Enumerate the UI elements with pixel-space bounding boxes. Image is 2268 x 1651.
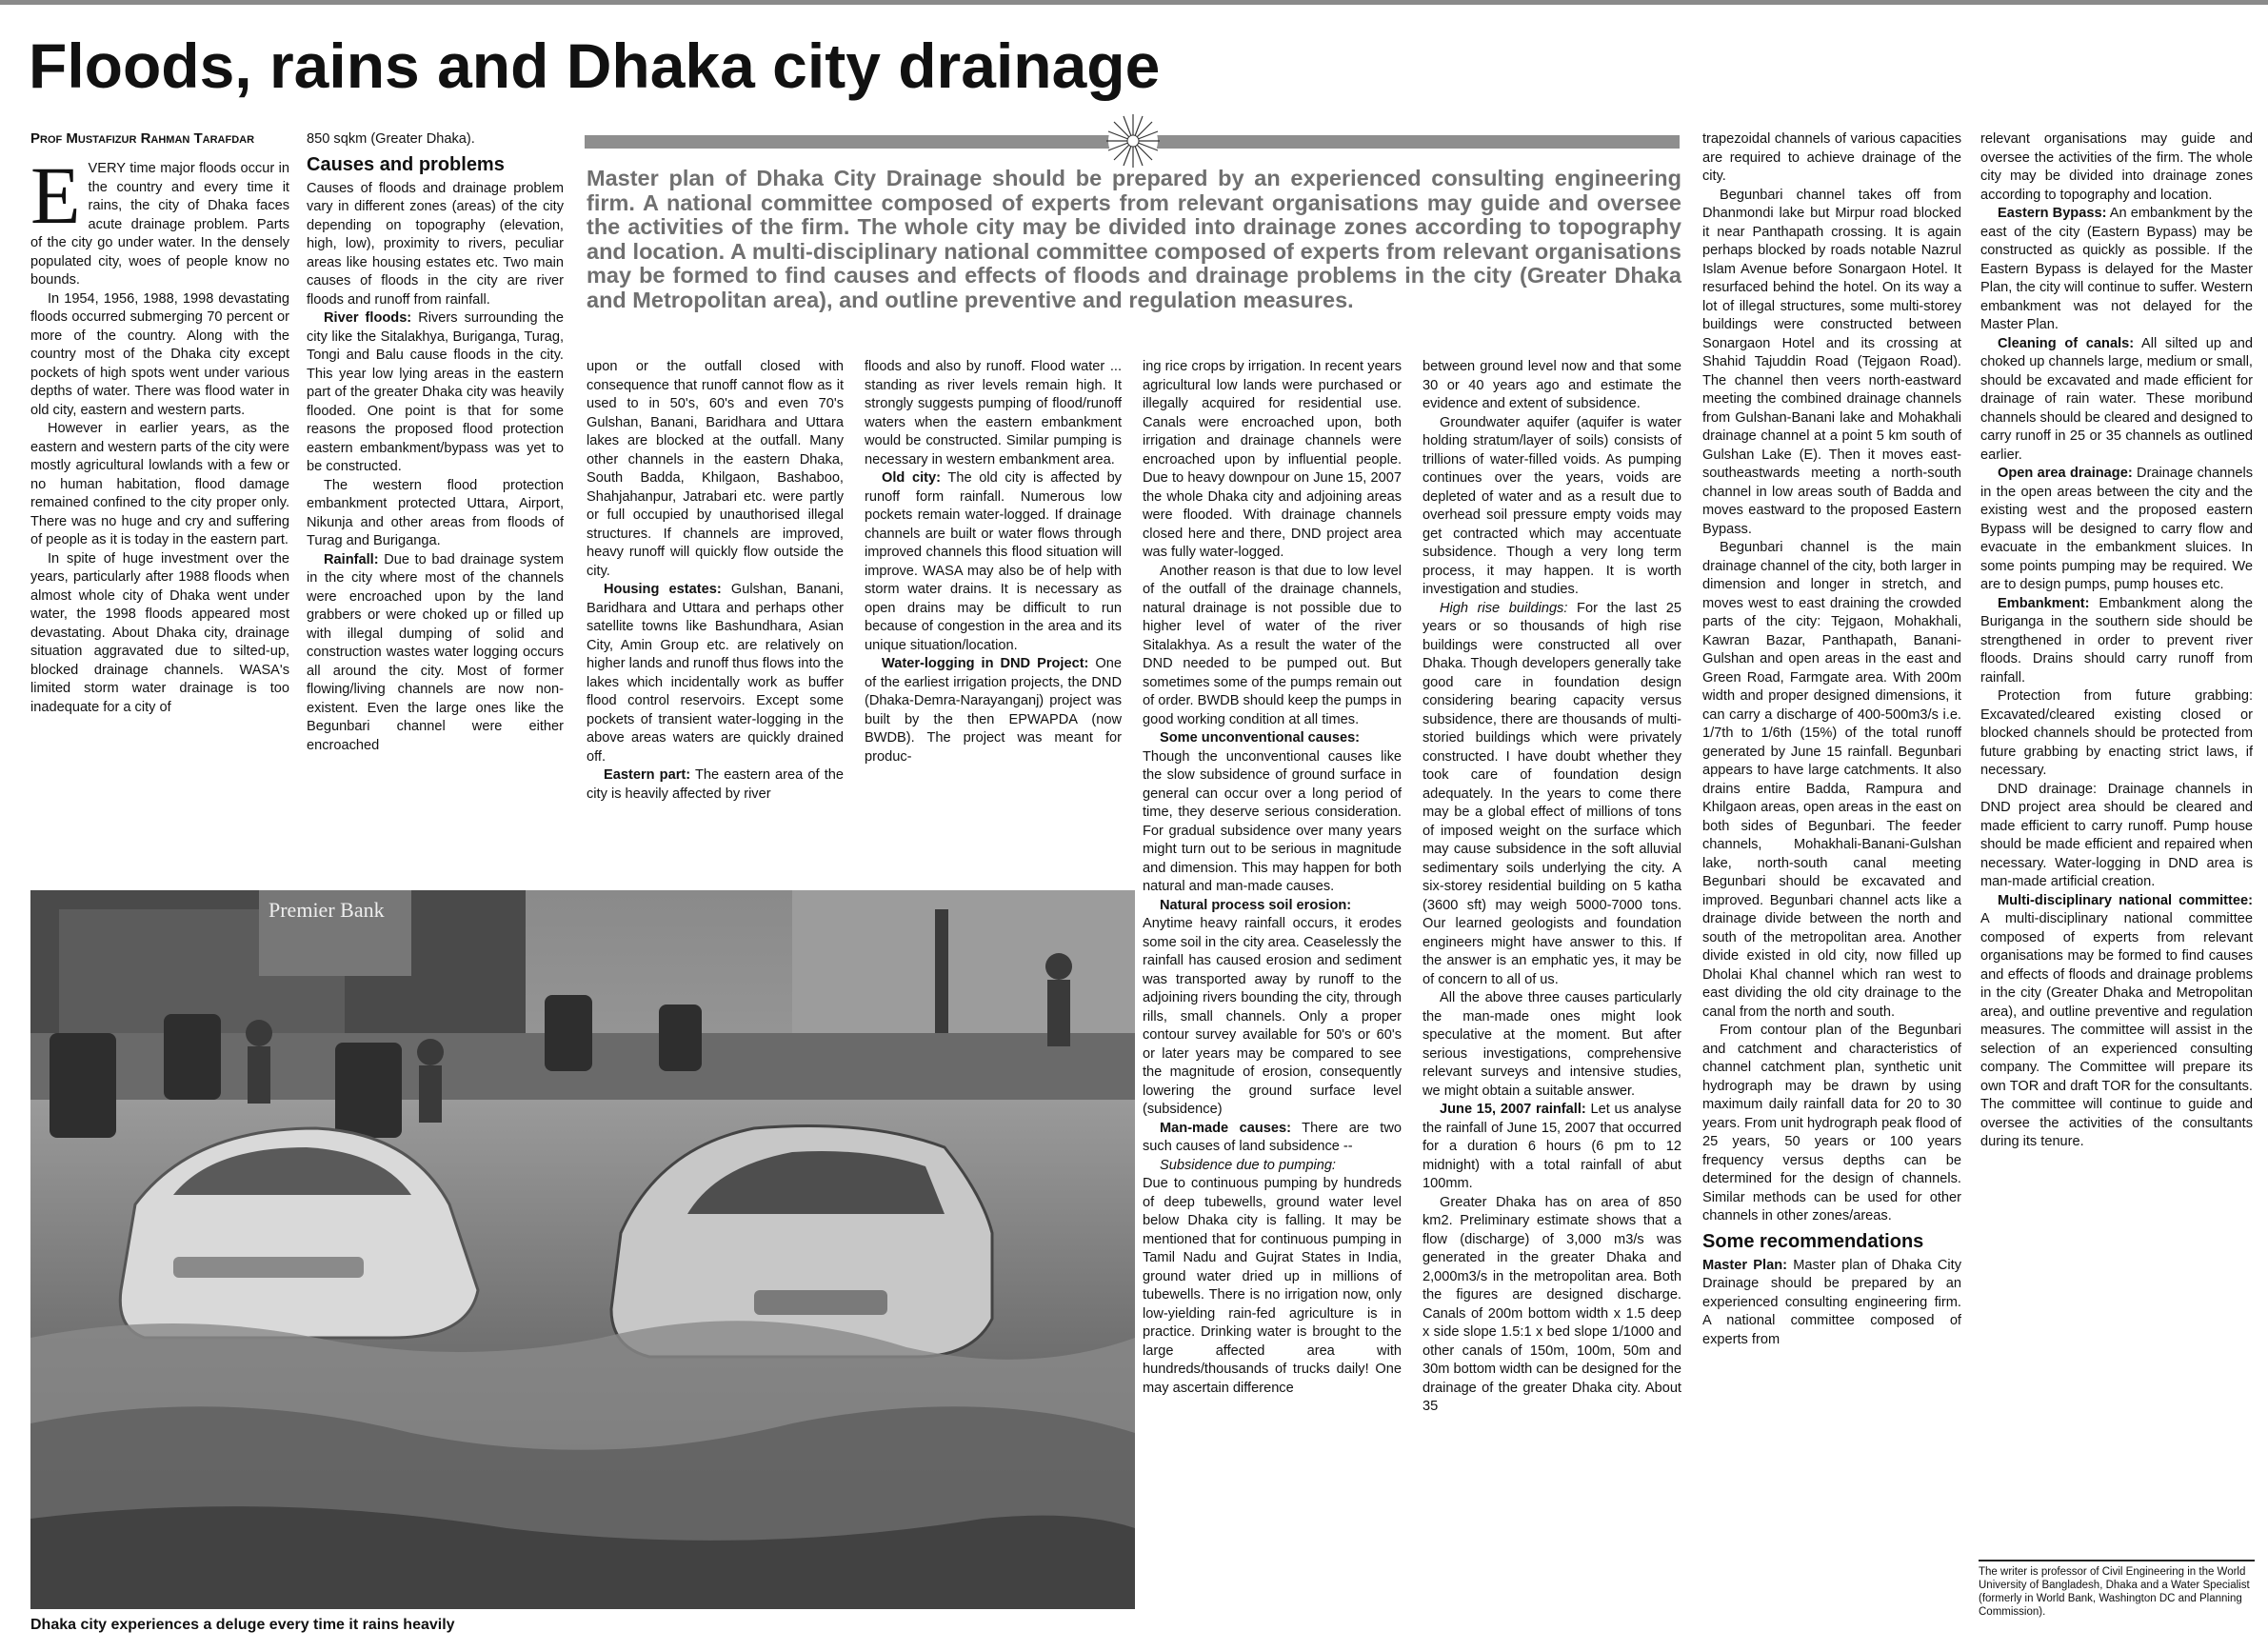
paragraph: [865, 655, 1122, 766]
paragraph: Causes of floods and drainage problem vary in different zones (areas) of the city depending on topography (elevation, high, low), proximity to rivers, peculiar areas like housing estates etc. Two main causes of floods in the city are river floods and runoff from rainfall.: [307, 180, 564, 308]
paragraph: DND drainage: Drainage channels in DND project area should be cleared and made efficient to carry runoff. Pump house should be made efficient and repaired when necessary. Water-logging in DND area is man-made artificial creation.: [1980, 781, 2253, 889]
paragraph: VERY time major floods occur in the country and every time it rains, the city of Dhaka faces acute drainage problem. Parts of the city go under water. In the densely populated city, woes of people know no bounds.: [30, 161, 289, 288]
run-in-label: Open area drainage:: [1998, 466, 2133, 481]
paragraph: Begunbari channel is the main drainage channel of the city, both larger in dimension and longer in stretch, and moves west to east draining the crowded parts of the city: Tejgaon, Mohakhali, Kawran Bazar, Panthapath, Banani-Gulshan and open areas in the east and Green Road, Farmgate area. With 200m width and proper designed dimensions, it can carry a discharge of 400-500m3/s i.e. 1/7th to 1/6th (15%) of the total runoff generated by June 15 rainfall. Begunbari appears to have large catchments. It also drains entire Badda, Rampura and Khilgaon areas, open areas in the east on both sides of Begunbari. The feeder channels, Mohakhali-Banani-Gulshan lake, north-south canal meeting Begunbari should be excavated and improved. Begunbari channel acts like a drainage divide between the north and south of the metropolitan area. Another divide existed in old city, now filled up Dholai Khal channel which ran west to east dividing the old city drainage to the canal from the north and south.: [1702, 540, 1961, 1020]
paragraph: between ground level now and that some 30 or 40 years ago and estimate the evidence and extent of subsidence.: [1422, 359, 1681, 411]
paragraph: Though the unconventional causes like the slow subsidence of ground surface in general can occur over a long period of time, they deserve serious consideration. For gradual subsidence over many years might turn out to be serious in magnitude and dimension. This may happen for both natural and man-made causes.: [1143, 748, 1402, 894]
paragraph-text: Master plan of Dhaka City Drainage should be prepared by an experienced consulting engineering firm. A national committee composed of experts from: [1702, 1257, 1961, 1347]
starburst-icon: [1104, 112, 1162, 169]
run-in-label: Rainfall:: [324, 551, 379, 567]
run-in-label: Old city:: [882, 470, 942, 486]
column-2: [307, 130, 564, 864]
paragraph: Groundwater aquifer (aquifer is water holding stratum/layer of soils) consists of trillions of water-filled voids. As pumping continues over the years, voids are depleted of water and as a result due to overhead soil pressure empty voids may get contracted which may accentuate subsidence. Though a very long term process, it may happen. It is worth investigation and studies.: [1422, 414, 1681, 597]
bank-sign-text: Premier Bank: [269, 898, 385, 922]
paragraph: [307, 551, 564, 756]
paragraph: upon or the outfall closed with consequence that runoff cannot flow as it used to in 50's, 60's and even 70's Gulshan, Banani, Baridhara and Uttara lakes are blocked at the outfall. Many other channels in the eastern Dhaka, South Badda, Khilgaon, Bashaboo, Shahjahanpur, Jatrabari etc. were partly or full occupied by unauthorised illegal structures. If channels are improved, heavy runoff will quickly flow outside the city.: [587, 359, 844, 579]
paragraph: In spite of huge investment over the years, particularly after 1988 floods when almost whole city of Dhaka went under water, the 1998 floods appeared most devastating. About Dhaka city, drainage situation aggravated due to silted-up, blocked drainage channels. WASA's limited storm water drainage is too inadequate for a city of: [30, 550, 289, 715]
paragraph: [865, 469, 1122, 655]
run-in-label: Man-made causes:: [1160, 1120, 1291, 1136]
flood-street-image: [30, 890, 1135, 1609]
paragraph: [587, 581, 844, 766]
column-4: [865, 358, 1122, 872]
author-note: The writer is professor of Civil Engineering in the World University of Bangladesh, Dhaka and a Water Specialist (formerly in World Bank, Washington DC and Planning Commission).: [1979, 1560, 2255, 1619]
paragraph-text: Let us analyse the rainfall of June 15, 2007 that occurred for a duration 6 hours (6 pm to 12 midnight) with a total rainfall of abut 100mm.: [1422, 1102, 1681, 1191]
run-in-label: Water-logging in DND Project:: [882, 656, 1089, 671]
run-in-label: June 15, 2007 rainfall:: [1440, 1102, 1586, 1117]
paragraph: Greater Dhaka has on area of 850 km2. Preliminary estimate shows that a flow (discharge) of 3,000 m3/s was generated in the greater Dhaka and 2,000m3/s in the metropolitan area. Both the figures are designed discharge. Canals of 200m bottom width x 1.5 deep x side slope 1.5:1 x bed slope 1/1000 and other canals of 150m, 100m, 50m and 30m bottom width can be designed for the drainage of the greater Dhaka city. About 35: [1422, 1194, 1681, 1414]
run-in-label: Housing estates:: [604, 582, 722, 597]
paragraph: relevant organisations may guide and oversee the activities of the firm. The whole city may be divided into drainage zones according to topography and location.: [1980, 131, 2253, 203]
run-in-label: High rise buildings:: [1440, 600, 1568, 616]
column-3: [587, 358, 844, 872]
paragraph: [1980, 465, 2253, 595]
paragraph: [1980, 892, 2253, 1152]
column-1: [30, 130, 289, 921]
top-rule: [0, 0, 2268, 5]
drop-cap: E: [30, 149, 81, 241]
paragraph: Due to continuous pumping by hundreds of deep tubewells, ground water level below Dhaka city is falling. It may be mentioned that for continuous pumping in Tamil Nadu and Gujrat States in India, ground water dried up in millions of tubewells. There is no irrigation now, only low-yielding rain-fed agriculture is in practice. Drinking water is brought to the large affected area with hundreds/thousands of trucks daily! One may ascertain difference: [1143, 1176, 1402, 1396]
column-8: [1980, 130, 2253, 1554]
paragraph: All the above three causes particularly the man-made ones might look speculative at the moment. But after serious investigations, comprehensive relevant surveys and intensive studies, we might obtain a suitable answer.: [1422, 990, 1681, 1099]
paragraph-text: The eastern area of the city is heavily affected by river: [587, 767, 844, 802]
paragraph: [307, 309, 564, 477]
subheading: Some unconventional causes:: [1160, 730, 1361, 746]
paragraph-text: Embankment along the Buriganga in the southern side should be strengthened in order to prevent river floods. Drains should carry runoff from rainfall.: [1980, 595, 2253, 686]
column-5: [1143, 358, 1402, 1639]
paragraph: [587, 766, 844, 804]
paragraph-text: An embankment by the east of the city (Eastern Bypass) may be constructed as quickly as possible. If the Eastern Bypass is delayed for the Master Plan, the city will continue to suffer. Western embankment was not delayed for the Master Plan.: [1980, 206, 2253, 332]
paragraph-text: Gulshan, Banani, Baridhara and Uttara and perhaps other satellite towns like Bashundhara, Asian City, Amin Group etc. are relatively on higher lands and runoff thus flows into the lakes which incidentally work as buffer flood control reservoirs. Except some pockets of transient water-logging in the above areas waters are quickly drained off.: [587, 582, 844, 765]
paragraph: [1702, 1257, 1961, 1350]
section-heading: Causes and problems: [307, 153, 505, 175]
paragraph: The western flood protection embankment protected Uttara, Airport, Nikunja and other areas from floods of Turag and Buriganga.: [307, 477, 564, 548]
paragraph: [1422, 600, 1681, 990]
paragraph-text: The old city is affected by runoff form rainfall. Numerous low pockets remain water-logged. If drainage channels are built or water flows through improved channels this flood situation will improve. WASA may also be of help with storm water drains. It is necessary as open drains may be difficult to run because of congestion in the area and its unique situation/location.: [865, 470, 1122, 653]
paragraph: trapezoidal channels of various capacities are required to achieve drainage of the city.: [1702, 131, 1961, 184]
paragraph: [1422, 1101, 1681, 1194]
paragraph: 850 sqkm (Greater Dhaka).: [307, 131, 475, 147]
paragraph: Begunbari channel takes off from Dhanmondi lake but Mirpur road blocked it near Panthapath crossing. It is again perhaps blocked by roads notable Nazrul Islam Avenue before Sonargaon Hotel. It resurfaced behind the hotel. On its way a lot of illegal structures, some multi-storey buildings were constructed between Sonargaon Hotel and its crossing at Shahid Tajuddin Road (Tejgaon Road). The channel then veers north-eastward meeting the combined drainage channels from Gulshan-Banani lake and Mohakhali drainage channel at a point 5 km south of Gulshan Lake (E). Then it moves east-southeastwards meeting a north-south channel in low areas south of Badda and moves eastward to the proposed Eastern Bypass.: [1702, 187, 1961, 537]
paragraph-text: Due to bad drainage system in the city where most of the channels were encroached upon by the land grabbers or were choked up or filled up with illegal dumping of solid and construction wastes water logging occurs all around the city. Most of former flowing/living channels are now non-existent. Even the large ones like the Begunbari channel were either encroached: [307, 551, 564, 753]
flood-photo: [30, 890, 1135, 1609]
paragraph: [1980, 335, 2253, 466]
column-7: [1702, 130, 1961, 1640]
paragraph-text: One of the earliest irrigation projects, the DND (Dhaka-Demra-Narayanganj) project was built by the then EPWAPDA (now BWDB). The project was meant for produc-: [865, 656, 1122, 765]
paragraph: However in earlier years, as the eastern and western parts of the city were mostly agricultural lowlands with a few or no human habitation, flood damage remained confined to the city proper only. There was no huge and cry and suffering of people as it is today in the eastern part.: [30, 421, 289, 547]
run-in-label: Embankment:: [1998, 595, 2090, 611]
section-heading: Some recommendations: [1702, 1230, 1924, 1252]
paragraph-text: A multi-disciplinary national committee composed of experts from relevant organisations may be formed to find causes and effects of floods and drainage problems in the city (Greater Dhaka and Metropolitan area), and outline preventive and regulation measures. The committee will assist in the selection of an experienced consulting company. The Committee will prepare its own TOR and draft TOR for the consultants. The committee will continue to guide and oversee the activities of the consultants during its tenure.: [1980, 911, 2253, 1149]
photo-caption: Dhaka city experiences a deluge every time it rains heavily: [30, 1617, 455, 1633]
paragraph: Protection from future grabbing: Excavated/cleared existing closed or blocked channels should be protected from future grabbing by enacting strict laws, if necessary.: [1980, 688, 2253, 778]
pullquote: Master plan of Dhaka City Drainage should be prepared by an experienced consulting engineering firm. A national committee composed of experts from relevant organisations may guide and oversee the activities of the firm. The whole city may be divided into drainage zones according to topography and location. A multi-disciplinary national committee composed of experts from relevant organisations may be formed to find causes and effects of floods and drainage problems in the city (Greater Dhaka and Metropolitan area), and outline preventive and regulation measures.: [587, 166, 1681, 312]
column-6: [1422, 358, 1681, 1639]
paragraph: Another reason is that due to low level of the outfall of the drainage channels, natural drainage is not possible due to higher level of water of the river Sitalakhya. As a result the water of the DND needed to be pumped out. But sometimes some of the pumps remain out of order. BWDB should keep the pumps in good working condition at all times.: [1143, 563, 1402, 727]
paragraph-text: All silted up and choked up channels large, medium or small, should be excavated and made efficient for drainage of rain water. These moribund channels should be cleared and designed to carry runoff in 25 or 35 channels as outlined earlier.: [1980, 335, 2253, 463]
run-in-label: River floods:: [324, 310, 412, 326]
paragraph-text: Drainage channels in the open areas between the city and the existing west and the proposed eastern Bypass will be designed to carry flow and evacuate in the embankment sluices. In some points pumping may be required. We are to design pumps, pump houses etc.: [1980, 466, 2253, 592]
paragraph: [1980, 205, 2253, 335]
paragraph: From contour plan of the Begunbari and catchment and characteristics of channel catchment plan, synthetic unit hydrograph may be drawn by using maximum daily rainfall data for 20 to 30 years. From unit hydrograph peak flood of 25 years, 50 years or 100 years frequency versus depths can be determined for the design of channels. Similar methods can be used for other channels in other zones/areas.: [1702, 1023, 1961, 1223]
paragraph-text: For the last 25 years or so thousands of high rise buildings were constructed all over Dhaka. Though developers generally take good care in foundation design considering bearing capacity versus subsidence, there are thousands of multi-storied buildings which were privately constructed. I have doubt whether they took care of foundation design adequately. In the years to come there may be a global effect of millions of tons of imposed weight on the surface which may cause subsidence in the soft alluvial sedimentary soils underlying the city. A six-storey residential building on 5 katha (3600 sft) may weigh 5000-7000 tons. Our learned geologists and foundation engineers might have answer to this. If the answer is an emphatic yes, it may be of concern to all of us.: [1422, 600, 1681, 987]
paragraph: Anytime heavy rainfall occurs, it erodes some soil in the city area. Ceaselessly the rainfall has caused erosion and sediment was transported away by runoff to the adjoining rivers bounding the city, through rills, small channels. Only a proper contour survey available for 50's or 60's or later years may be compared to see the magnitude of erosion, consequently lowering the ground surface level (subsidence): [1143, 916, 1402, 1117]
paragraph: ing rice crops by irrigation. In recent years agricultural low lands were purchased or illegally acquired for residential use. Canals were encroached upon, both irrigation and drainage channels were encroached upon by influential people. Due to heavy downpour on June 15, 2007 the whole Dhaka city and adjoining areas were flooded. With drainage channels closed here and there, DND project area was fully water-logged.: [1143, 359, 1402, 560]
paragraph: [1980, 595, 2253, 688]
run-in-label: Master Plan:: [1702, 1257, 1787, 1273]
subheading: Natural process soil erosion:: [1160, 897, 1352, 913]
subheading: Subsidence due to pumping:: [1160, 1157, 1336, 1173]
run-in-label: Eastern part:: [604, 767, 691, 783]
byline: Prof Mustafizur Rahman Tarafdar: [30, 130, 255, 147]
headline: Floods, rains and Dhaka city drainage: [29, 30, 1161, 101]
run-in-label: Cleaning of canals:: [1998, 335, 2135, 351]
run-in-label: Multi-disciplinary national committee:: [1998, 892, 2253, 908]
paragraph-text: There are two such causes of land subsidence --: [1143, 1120, 1402, 1154]
paragraph: [1143, 1120, 1402, 1157]
paragraph: In 1954, 1956, 1988, 1998 devastating floods occurred submerging 70 percent or more of the country. Along with the country most of the Dhaka city except pockets of high spots went under various depths of water. There was flood water in old city, eastern and western parts.: [30, 290, 289, 418]
paragraph: floods and also by runoff. Flood water ... standing as river levels remain high. It strongly suggests pumping of flood/runoff waters when the eastern embankment would be constructed. Similar pumping is necessary in western embankment area.: [865, 359, 1122, 467]
run-in-label: Eastern Bypass:: [1998, 206, 2107, 221]
paragraph-text: Rivers surrounding the city like the Sitalakhya, Buriganga, Turag, Tongi and Balu cause floods in the city. This year low lying areas in the eastern part of the greater Dhaka city was heavily flooded. One point is that for some reasons the proposed flood protection eastern embankment/bypass was yet to be constructed.: [307, 310, 564, 474]
